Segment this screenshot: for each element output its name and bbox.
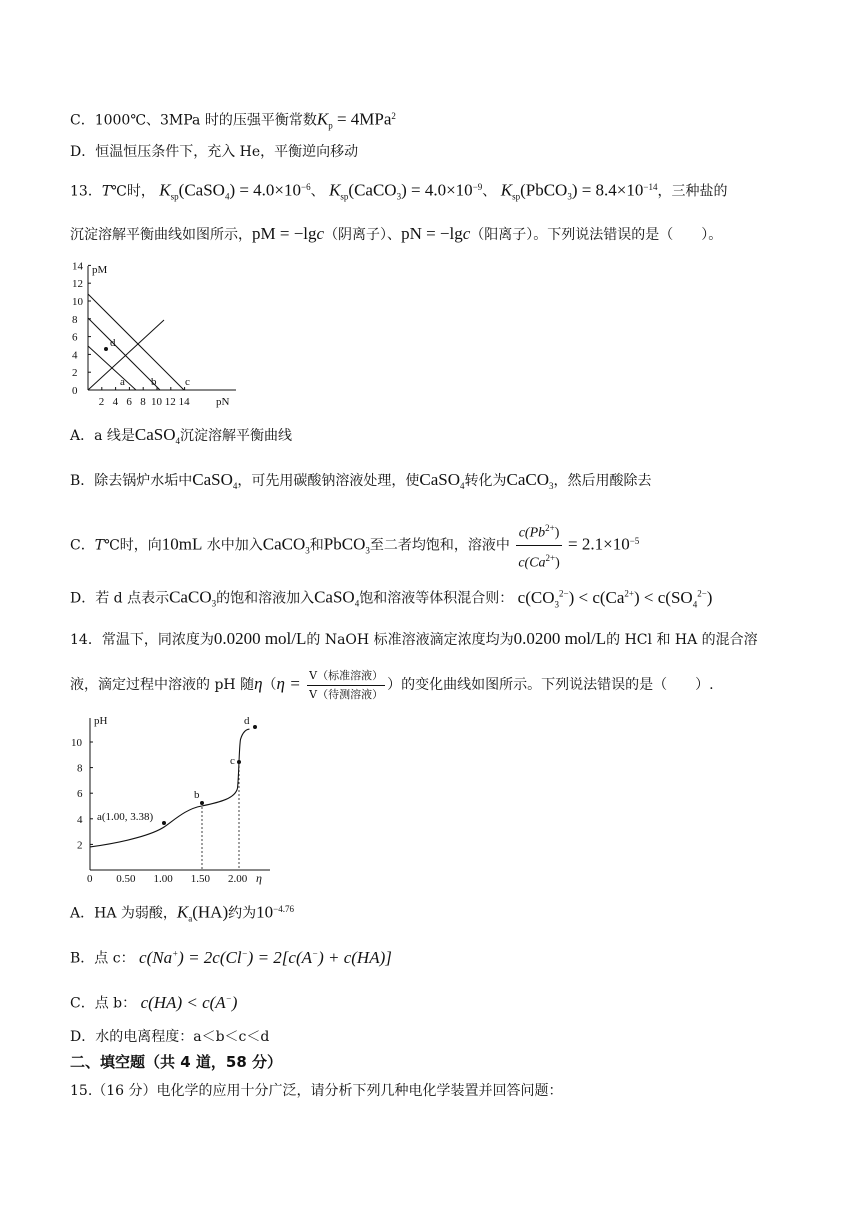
label-a: a <box>120 376 125 388</box>
question-13-stem: 13．T℃时， $K_{sp}(CaSO_4) = 4.0\times 10^{-6}$、 $K_{sp}(CaCO_3) = 4.0\times 10^{-9}$、 $K_{sp}(PbCO_3) = 8.4\times 10^{-14}$，三种盐的 <box>70 180 728 202</box>
point-c <box>237 760 241 764</box>
chart13-ytick: 2 <box>72 367 78 380</box>
chart13-xtick: 6 <box>126 396 132 408</box>
chart13-xtick: 4 <box>112 396 119 408</box>
label-c: c <box>185 376 190 388</box>
line-c <box>88 294 184 390</box>
chart13-xtick: 10 <box>151 396 162 408</box>
chart14-xlabel: η <box>256 871 262 885</box>
option-14d: D．水的电离程度：a＜b＜c＜d <box>70 1029 270 1045</box>
chart13-xtick: 12 <box>164 396 176 408</box>
label-b: b <box>194 789 200 801</box>
titration-curve <box>90 729 249 847</box>
question-15-stem: 15.（16 分）电化学的应用十分广泛，请分析下列几种电化学装置并回答问题： <box>70 1083 563 1099</box>
chart13-xtick: 8 <box>140 396 146 408</box>
option-13b: B．除去锅炉水垢中CaSO$_4$，可先用碳酸钠溶液处理，使CaSO$_4$转化为CaCO$_3$，然后用酸除去 <box>70 470 652 491</box>
option-13d: D．若 d 点表示CaCO$_3$的饱和溶液加入CaSO$_4$饱和溶液等体积混合则： $c(CO_3^{2-}) < c(Ca^{2+}) < c(SO_4^{2-})$ <box>70 587 713 610</box>
chart13-ytick: 14 <box>72 260 83 273</box>
chart14-ytick: 4 <box>77 813 83 826</box>
eta-fraction: $\frac{\text{V（标准溶液）}}{\text{V（待测溶液）}}$ <box>309 668 384 701</box>
chart14-ytick: 6 <box>77 788 83 801</box>
chart13-ytick: 12 <box>72 278 83 291</box>
chart13-ytick: 8 <box>72 313 78 326</box>
chart13-ytick: 4 <box>72 349 78 362</box>
chart14-ytick: 10 <box>71 737 82 749</box>
chart14-xtick: 0 <box>87 873 93 885</box>
chart13-ytick: 6 <box>72 331 78 344</box>
chart-13-solubility-curves <box>70 258 250 410</box>
option-14c: C．点 b： c(HA) < c(A−) <box>70 992 238 1012</box>
question-14-stem: 14．常温下，同浓度为0.0200 mol/L的 NaOH 标准溶液滴定浓度均为0.0200 mol/L的 HCl 和 HA 的混合溶 <box>70 629 758 648</box>
point-d <box>104 347 108 351</box>
chart-14-titration-curve <box>70 710 280 890</box>
ratio-fraction: $\frac{c(Pb^{2+})}{c(Ca^{2+})}$ <box>516 518 561 574</box>
label-d: d <box>110 337 116 349</box>
label-a: a(1.00, 3.38) <box>97 811 154 823</box>
question-14-stem-2: 液，滴定过程中溶液的 pH 随η（η = $\frac{\text{V（标准溶液）}}{\text{V（待测溶液）}}$ ）的变化曲线如图所示。下列说法错误的是（ ）. <box>70 668 714 701</box>
chart13-ytick: 10 <box>72 296 83 308</box>
option-12c: C．1000℃、3MPa 时的压强平衡常数$K_p = 4MPa^2$ <box>70 109 396 131</box>
chart13-xlabel: pN <box>216 396 230 408</box>
chart14-xtick: 2.00 <box>228 873 248 885</box>
label-c: c <box>230 755 235 767</box>
chart14-ytick: 8 <box>77 762 83 775</box>
option-14a: A．HA 为弱酸，$K_a(HA)$约为$10^{-4.76}$ <box>70 902 294 924</box>
point-d <box>253 725 257 729</box>
option-13c: C．T℃时，向10mL 水中加入CaCO$_3$和PbCO$_3$至二者均饱和，溶液中 $\frac{c(Pb^{2+})}{c(Ca^{2+})}$ = $2.1\times 10^{-5}$ <box>70 512 810 570</box>
label-d: d <box>244 715 250 727</box>
chart14-xtick: 0.50 <box>116 873 136 885</box>
chart14-ytick: 2 <box>77 839 83 852</box>
section-heading: 二、填空题（共 4 道，58 分） <box>70 1053 282 1071</box>
chart13-xtick: 2 <box>98 396 105 408</box>
chart14-xtick: 1.00 <box>153 873 173 885</box>
chart13-ytick: 0 <box>72 385 78 397</box>
option-12d: D．恒温恒压条件下，充入 He，平衡逆向移动 <box>70 144 359 160</box>
chart14-ylabel: pH <box>94 715 108 727</box>
label-b: b <box>151 376 157 388</box>
point-a <box>162 821 166 825</box>
option-14b: B．点 c： c(Na+) = 2c(Cl−) = 2[c(A−) + c(HA)] <box>70 947 392 967</box>
point-b <box>200 801 204 805</box>
option-13a: A．a 线是CaSO$_4$沉淀溶解平衡曲线 <box>70 425 293 446</box>
chart13-xtick: 14 <box>178 396 190 408</box>
chart13-ylabel: pM <box>92 264 108 276</box>
question-13-stem-2: 沉淀溶解平衡曲线如图所示，pM = −lgc（阴离子）、pN = −lgc（阳离子）。下列说法错误的是（ ）。 <box>70 224 723 243</box>
chart14-xtick: 1.50 <box>190 873 210 885</box>
